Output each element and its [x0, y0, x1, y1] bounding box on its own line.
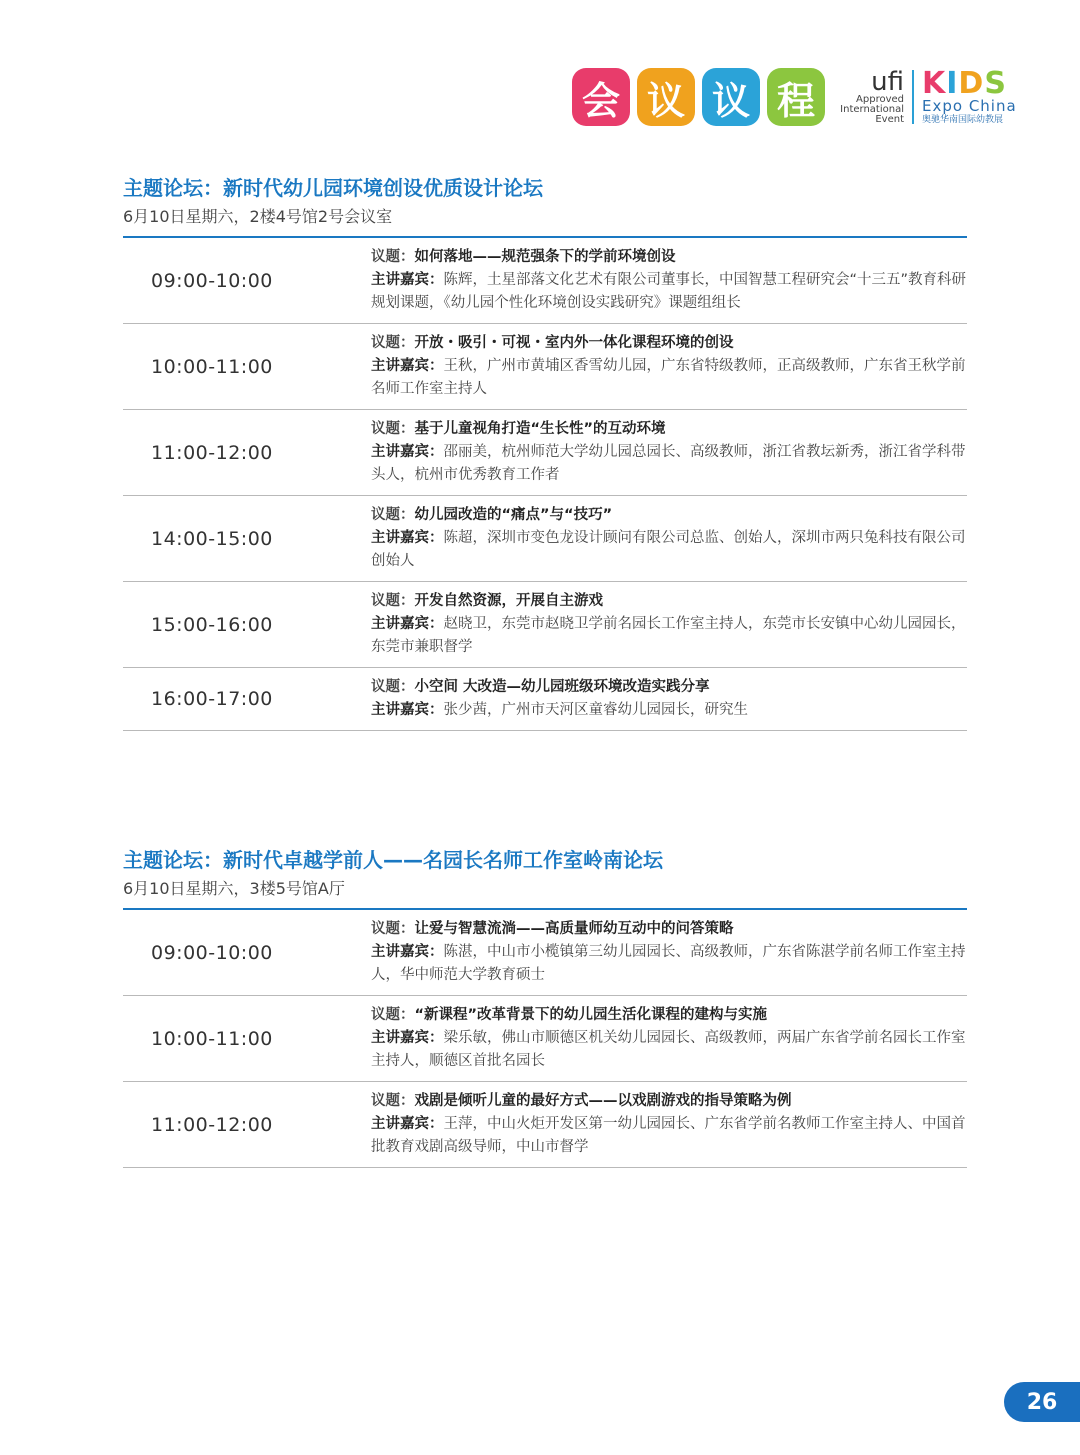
speaker-text: 赵晓卫，东莞市赵晓卫学前名园长工作室主持人，东莞市长安镇中心幼儿园园长，东莞市兼职督学	[371, 616, 966, 655]
speaker-text: 梁乐敏，佛山市顺德区机关幼儿园园长、高级教师，两届广东省学前名园长工作室主持人，顺德区首批名园长	[371, 1030, 966, 1069]
ufi-mark: ufi	[871, 67, 904, 97]
forum-section-2	[123, 846, 967, 1168]
speaker-label: 主讲嘉宾：	[371, 1030, 444, 1046]
session-speaker	[371, 699, 967, 722]
session-detail	[371, 582, 967, 667]
session-topic	[371, 332, 967, 355]
speaker-label: 主讲嘉宾：	[371, 616, 444, 632]
topic-text: 让爱与智慧流淌——高质量师幼互动中的问答策略	[414, 921, 734, 937]
speaker-label: 主讲嘉宾：	[371, 944, 444, 960]
topic-text: 戏剧是倾听儿童的最好方式——以戏剧游戏的指导策略为例	[414, 1093, 792, 1109]
speaker-text: 王秋，广州市黄埔区香雪幼儿园，广东省特级教师，正高级教师，广东省王秋学前名师工作室主持人	[371, 358, 966, 397]
session-row	[123, 496, 967, 582]
kids-logo-letter: S	[984, 66, 1007, 101]
session-speaker	[371, 941, 967, 987]
ufi-line-2: International	[840, 104, 904, 115]
kids-logo-letter: K	[922, 66, 947, 101]
forum-title: 主题论坛：新时代幼儿园环境创设优质设计论坛	[123, 176, 543, 200]
topic-label: 议题：	[371, 593, 415, 609]
topic-text: 开发自然资源，开展自主游戏	[414, 593, 603, 609]
session-time: 11:00-12:00	[151, 441, 273, 464]
forum-title: 主题论坛：新时代卓越学前人——名园长名师工作室岭南论坛	[123, 848, 663, 872]
topic-label: 议题：	[371, 1093, 415, 1109]
session-time: 15:00-16:00	[151, 613, 273, 636]
session-row	[123, 410, 967, 496]
speaker-label: 主讲嘉宾：	[371, 530, 444, 546]
session-topic	[371, 1004, 967, 1027]
session-topic	[371, 418, 967, 441]
speaker-text: 王萍，中山火炬开发区第一幼儿园园长、广东省学前名教师工作室主持人、中国首批教育戏剧高级导师，中山市督学	[371, 1116, 966, 1155]
topic-label: 议题：	[371, 507, 415, 523]
session-speaker	[371, 1027, 967, 1073]
speaker-text: 张少茜，广州市天河区童睿幼儿园园长，研究生	[443, 702, 748, 718]
ufi-line-3: Event	[875, 114, 904, 125]
session-speaker	[371, 441, 967, 487]
title-char: 议	[711, 78, 750, 123]
title-char: 会	[581, 78, 620, 123]
logo-divider	[912, 70, 914, 124]
session-detail	[371, 324, 967, 409]
page-header	[572, 68, 1017, 126]
session-detail	[371, 410, 967, 495]
speaker-label: 主讲嘉宾：	[371, 702, 444, 718]
session-row	[123, 324, 967, 410]
title-char: 议	[646, 78, 685, 123]
speaker-label: 主讲嘉宾：	[371, 272, 444, 288]
speaker-text: 陈辉，土星部落文化艺术有限公司董事长，中国智慧工程研究会“十三五”教育科研规划课题，《幼儿园个性化环境创设实践研究》课题组组长	[371, 272, 967, 311]
session-speaker	[371, 613, 967, 659]
topic-text: 开放・吸引・可视・室内外一体化课程环境的创设	[414, 335, 734, 351]
session-topic	[371, 918, 967, 941]
session-detail	[371, 996, 967, 1081]
topic-label: 议题：	[371, 679, 415, 695]
session-detail	[371, 1082, 967, 1167]
session-time: 11:00-12:00	[151, 1113, 273, 1136]
session-detail	[371, 668, 967, 730]
session-row	[123, 668, 967, 731]
speaker-label: 主讲嘉宾：	[371, 1116, 444, 1132]
topic-label: 议题：	[371, 249, 415, 265]
session-topic	[371, 676, 967, 699]
topic-text: 如何落地——规范强条下的学前环境创设	[414, 249, 676, 265]
session-row	[123, 996, 967, 1082]
session-speaker	[371, 269, 967, 315]
topic-label: 议题：	[371, 1007, 415, 1023]
session-speaker	[371, 527, 967, 573]
topic-text: 基于儿童视角打造“生长性”的互动环境	[414, 421, 666, 437]
session-row	[123, 238, 967, 324]
session-time: 16:00-17:00	[151, 688, 273, 710]
title-tile-2	[637, 68, 695, 126]
session-speaker	[371, 1113, 967, 1159]
speaker-label: 主讲嘉宾：	[371, 444, 444, 460]
topic-text: 幼儿园改造的“痛点”与“技巧”	[414, 507, 613, 523]
forum-section-1	[123, 174, 967, 731]
kids-logo-cn: 奥驰华南国际幼教展	[922, 115, 1004, 125]
title-tile-3	[702, 68, 760, 126]
title-tile-1	[572, 68, 630, 126]
ufi-line-1: Approved	[856, 94, 904, 105]
session-time: 10:00-11:00	[151, 355, 273, 378]
kids-logo-title	[922, 66, 1017, 101]
session-time: 14:00-15:00	[151, 527, 273, 550]
page-number: 26	[1004, 1382, 1080, 1422]
topic-label: 议题：	[371, 335, 415, 351]
session-time: 09:00-10:00	[151, 941, 273, 964]
speaker-text: 邵丽美，杭州师范大学幼儿园总园长、高级教师，浙江省教坛新秀，浙江省学科带头人，杭州市优秀教育工作者	[371, 444, 966, 483]
session-speaker	[371, 355, 967, 401]
session-topic	[371, 246, 967, 269]
topic-text: “新课程”改革背景下的幼儿园生活化课程的建构与实施	[414, 1007, 768, 1023]
topic-text: 小空间 大改造—幼儿园班级环境改造实践分享	[414, 679, 710, 695]
speaker-text: 陈湛，中山市小榄镇第三幼儿园园长、高级教师，广东省陈湛学前名师工作室主持人，华中师范大学教育硕士	[371, 944, 966, 983]
kids-logo-subtitle: Expo China	[922, 97, 1017, 115]
topic-label: 议题：	[371, 421, 415, 437]
kids-logo-letter: D	[958, 66, 985, 101]
session-table	[123, 910, 967, 1168]
title-char: 程	[776, 78, 815, 123]
session-row	[123, 582, 967, 668]
session-row	[123, 910, 967, 996]
kids-expo-logo	[922, 66, 1017, 125]
forum-subtitle: 6月10日星期六，2楼4号馆2号会议室	[123, 207, 393, 226]
speaker-label: 主讲嘉宾：	[371, 358, 444, 374]
session-topic	[371, 590, 967, 613]
session-detail	[371, 496, 967, 581]
session-detail	[371, 238, 967, 323]
topic-label: 议题：	[371, 921, 415, 937]
session-time: 10:00-11:00	[151, 1027, 273, 1050]
ufi-logo	[838, 69, 904, 125]
session-topic	[371, 504, 967, 527]
session-table	[123, 238, 967, 731]
forum-subtitle: 6月10日星期六，3楼5号馆A厅	[123, 879, 345, 898]
session-time: 09:00-10:00	[151, 269, 273, 292]
title-tile-4	[767, 68, 825, 126]
speaker-text: 陈超，深圳市变色龙设计顾问有限公司总监、创始人，深圳市两只兔科技有限公司创始人	[371, 530, 966, 569]
session-topic	[371, 1090, 967, 1113]
kids-logo-letter: I	[946, 66, 959, 101]
session-detail	[371, 910, 967, 995]
session-row	[123, 1082, 967, 1168]
